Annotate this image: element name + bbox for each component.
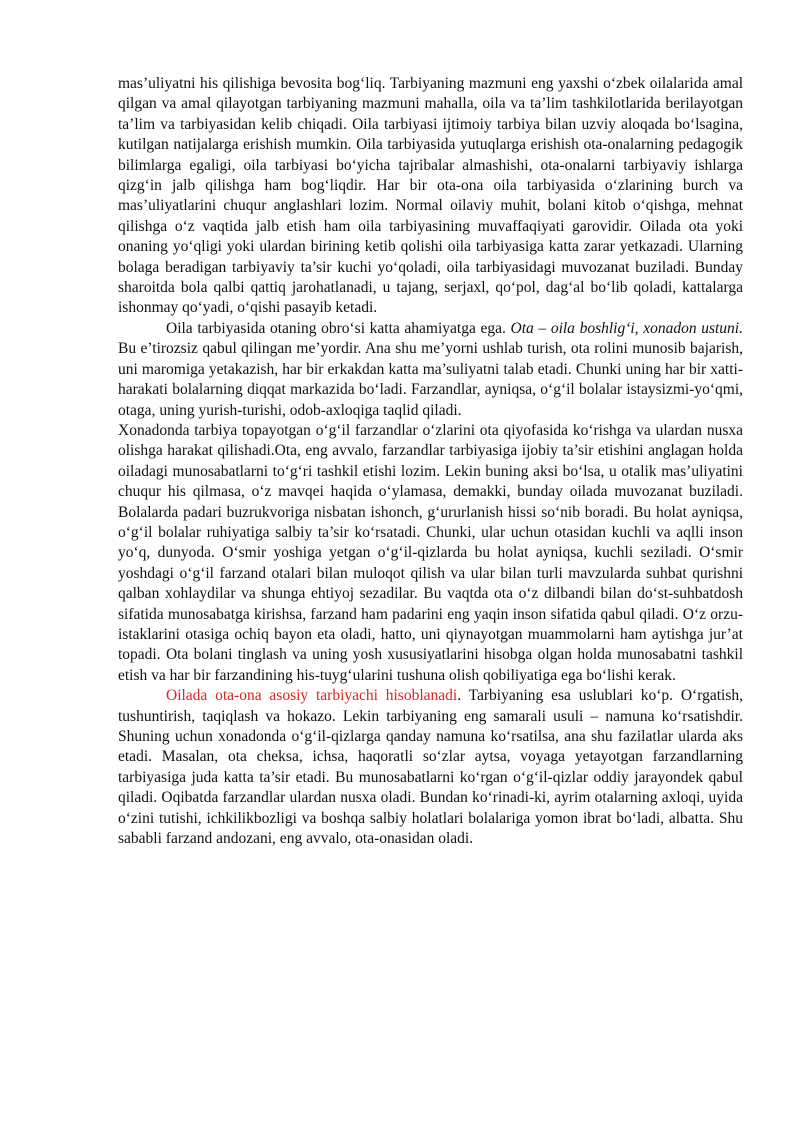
paragraph-4-rest: . Tarbiyaning esa uslublari ko‘p. O‘rgatish, tushuntirish, taqiqlash va hokazo. Lekin tarbiyaning eng samarali usuli – namuna ko‘rsatishdir. Shuning uchun xonadonda o‘g‘il-qizlarga qanday namuna ko‘rsatilsa, ana shu fazilatlar ularda aks etadi. Masalan, ota cheksa, ichsa, haqoratli so‘zlar aytsa, voyaga yetayotgan farzandlarning tarbiyasiga juda katta ta’sir etadi. Bu munosabatlarni ko‘rgan o‘g‘il-qizlar oddiy jarayondek qabul qiladi. Oqibatda farzandlar ulardan nusxa oladi. Bundan ko‘rinadi-ki, ayrim otalarning axloqi, uyida o‘zini tutishi, ichkilikbozligi va boshqa salbiy holatlari bolalariga yomon ibrat bo‘ladi, albatta. Shu sababli farzand andozani, eng avvalo, ota-onasidan oladi. bbox=[118, 687, 743, 848]
paragraph-1: mas’uliyatni his qilishiga bevosita bog‘liq. Tarbiyaning mazmuni eng yaxshi o‘zbek oilalarida amal qilgan va amal qilayotgan tarbiyaning mazmuni mahalla, oila va ta’lim tashkilotlarida berilayotgan ta’lim va tarbiyasidan kelib chiqadi. Oila tarbiyasi ijtimoiy tarbiya bilan uzviy aloqada bo‘lsagina, kutilgan natijalarga erishish mumkin. Oila tarbiyasida yutuqlarga erishish ota-onalarning pedagogik bilimlarga egaligi, oila tarbiyasi bo‘yicha tajribalar almashishi, ota-onalarni tarbiyaviy ishlarga qizg‘in jalb qilishga ham bog‘liqdir. Har bir ota-ona oila tarbiyasida o‘zlarining burch va mas’uliyatlarini chuqur anglashlari lozim. Normal oilaviy muhit, bolani kitob o‘qishga, mehnat qilishga o‘z vaqtida jalb etish ham oila tarbiyasining muvaffaqiyati garovidir. Oilada ota yoki onaning yo‘qligi yoki ulardan birining ketib qolishi oila tarbiyasiga katta zarar yetkazadi. Ularning bolaga beradigan tarbiyaviy ta’sir kuchi yo‘qoladi, oila tarbiyasidagi muvozanat buziladi. Bunday sharoitda bola qalbi qattiq jarohatlanadi, u tajang, serjaxl, qo‘pol, dag‘al bo‘lib qoladi, kattalarga ishonmay qo‘yadi, o‘qishi pasayib ketadi. bbox=[118, 75, 743, 317]
paragraph-2-rest: Bu e’tirozsiz qabul qilingan me’yordir. Ana shu me’yorni ushlab turish, ota rolini munosib bajarish, uni maromiga yetakazish, har bir erkakdan katta ma’suliyatni talab etadi. Chunki uning har bir xatti-harakati bolalarning diqqat markazida bo‘ladi. Farzandlar, ayniqsa, o‘g‘il bolalar istaysizmi-yo‘qmi, otaga, uning yurish-turishi, odob-axloqiga taqlid qiladi. bbox=[118, 340, 743, 419]
paragraph-2-italic: Ota – oila boshlig‘i, xonadon ustuni. bbox=[510, 319, 743, 337]
paragraph-3: Xonadonda tarbiya topayotgan o‘g‘il farzandlar o‘zlarini ota qiyofasida ko‘rishga va ulardan nusxa olishga harakat qilishadi.Ota, eng avvalo, farzandlar tarbiyasiga ijobiy ta’sir etishini anglagan holda oiladagi munosabatlarni to‘g‘ri tashkil etishi lozim. Lekin buning aksi bo‘lsa, u otalik mas’uliyatini chuqur his qilmasa, o‘z mavqei haqida o‘ylamasa, demakki, bunday oilada muvozanat buziladi. Bolalarda padari buzrukvoriga nisbatan ishonch, g‘ururlanish hissi so‘nib boradi. Bu holat ayniqsa, o‘g‘il bolalar ruhiyatiga salbiy ta’sir ko‘rsatadi. Chunki, ular uchun otasidan kuchli va aqlli inson yo‘q, dunyoda. O‘smir yoshiga yetgan o‘g‘il-qizlarda bu holat ayniqsa, kuchli seziladi. O‘smir yoshdagi o‘g‘il farzand otalari bilan muloqot qilish va ular bilan turli mavzularda suhbat qurishni qalban xohlaydilar va shunga ehtiyoj sezadilar. Bu vaqtda ota o‘z dilbandi bilan do‘st-suhbatdosh sifatida munosabatga kirishsa, farzand ham padarini eng yaqin inson sifatida qabul qiladi. O‘z orzu-istaklarini otasiga ochiq bayon eta oladi, hatto, uni qiynayotgan muammolarni ham aytishga jur’at topadi. Ota bolani tinglash va uning yosh xususiyatlarini hisobga olgan holda munosabatni tashkil etish va har bir farzandining his-tuyg‘ularini tushuna olish qobiliyatiga ega bo‘lishi kerak. bbox=[118, 421, 743, 684]
document-page bbox=[118, 74, 743, 849]
highlighted-phrase: Oilada ota-ona asosiy tarbiyachi hisoblanadi bbox=[166, 687, 458, 705]
paragraph-4 bbox=[118, 686, 743, 849]
paragraph-2-lead: Oila tarbiyasida otaning obro‘si katta ahamiyatga ega. bbox=[166, 319, 511, 337]
paragraph-2 bbox=[118, 319, 743, 421]
